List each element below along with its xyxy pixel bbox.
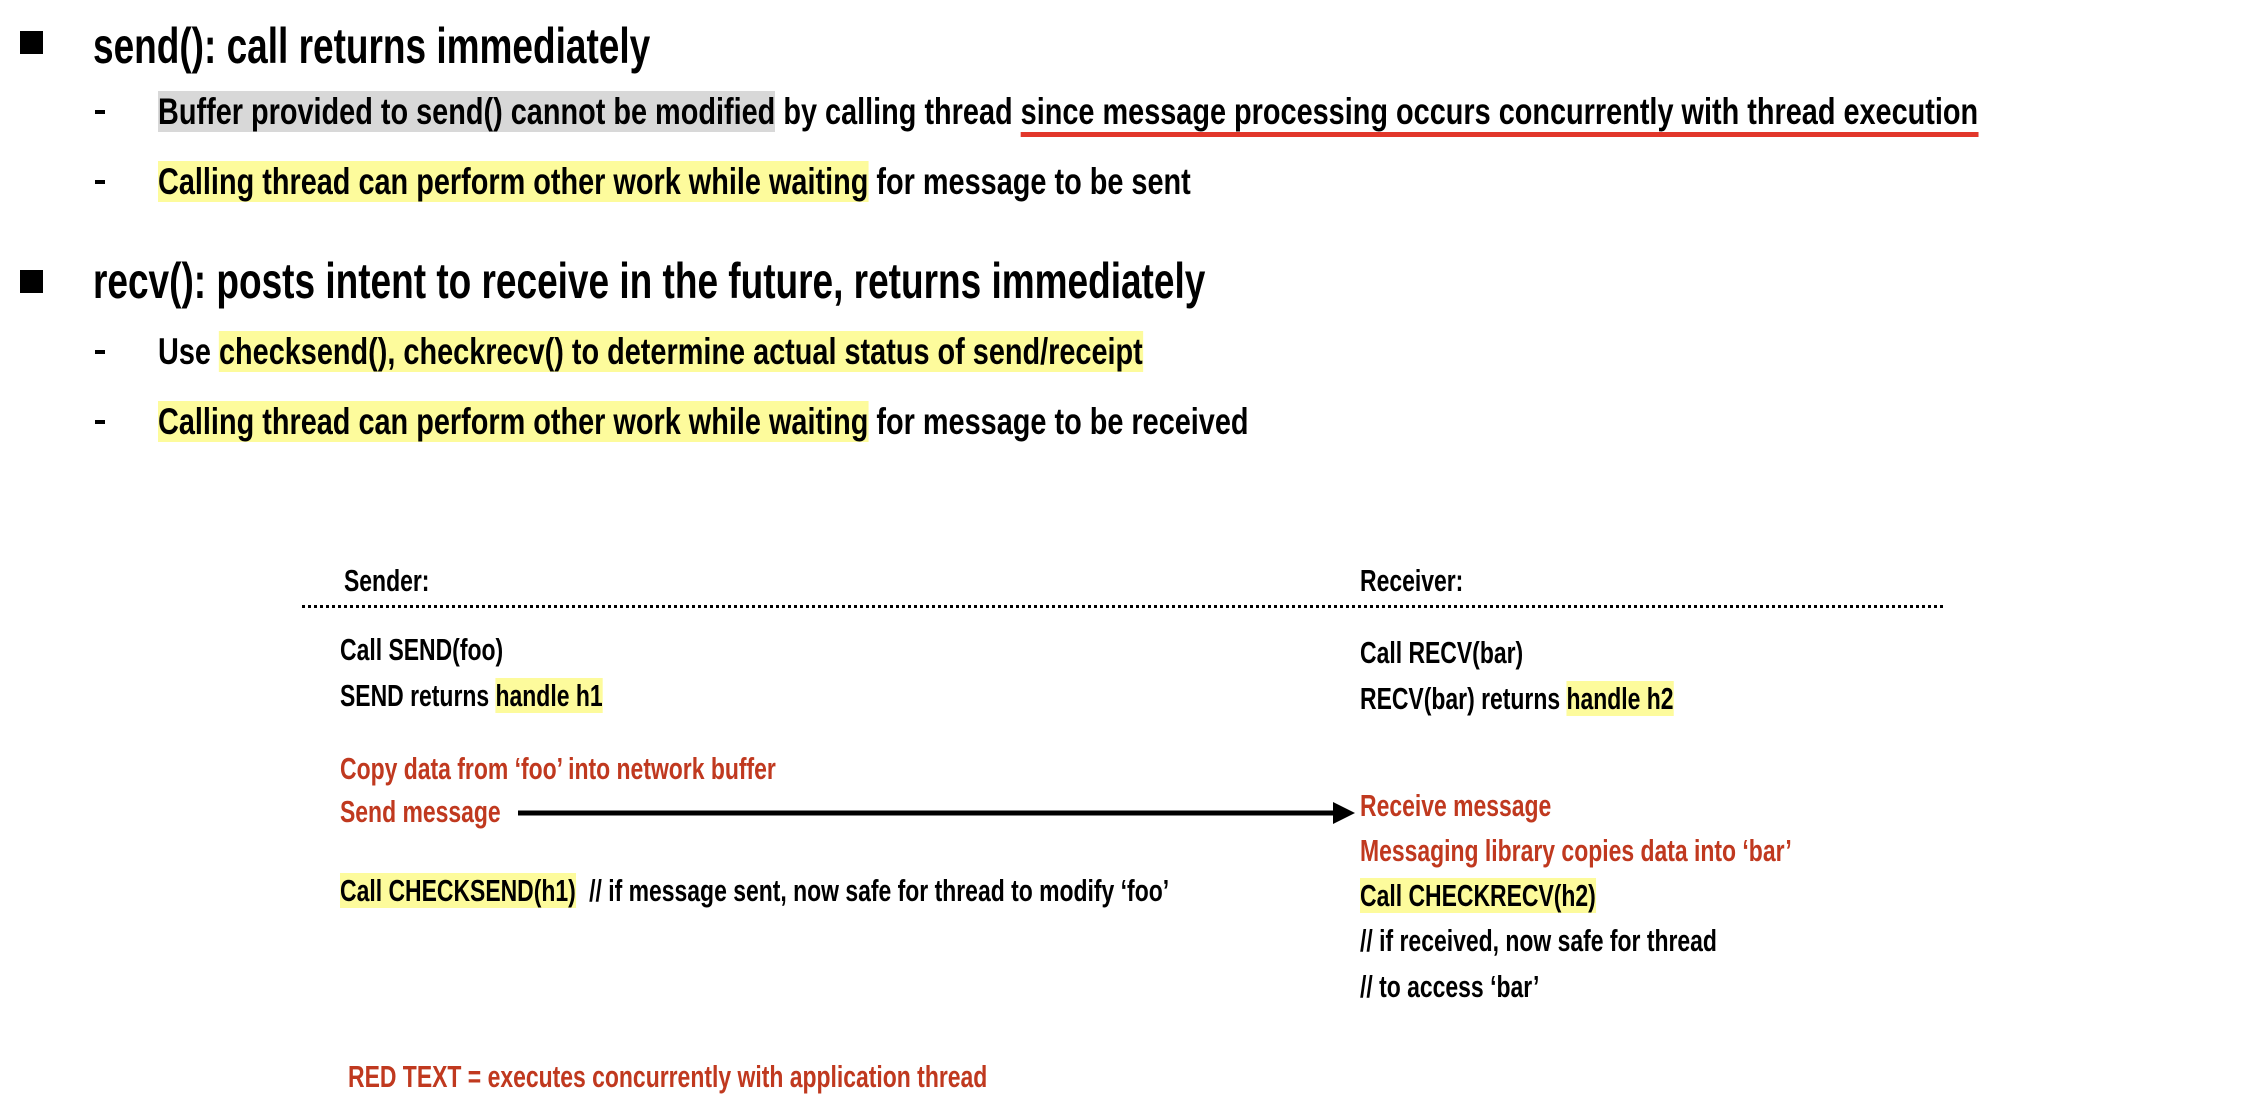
sender-header: Sender: xyxy=(344,563,430,598)
text: for message to be received xyxy=(868,401,1249,442)
text: by calling thread xyxy=(775,91,1021,132)
divider-dotted-line xyxy=(302,605,1943,608)
sub-item-checksend xyxy=(158,328,1143,376)
receiver-checkrecv xyxy=(1360,876,1596,916)
arrow-head-icon xyxy=(1333,802,1355,824)
bullet-title-send: send(): call returns immediately xyxy=(93,18,651,74)
text: Use xyxy=(158,331,219,372)
yellow-highlight: Calling thread can perform other work while waiting xyxy=(158,401,869,442)
dash-icon xyxy=(95,350,105,354)
yellow-highlight: checksend(), checkrecv() to determine actual status of send/receipt xyxy=(218,331,1143,372)
receiver-comment-2: // to access ‘bar’ xyxy=(1360,969,1540,1004)
comment: // if message sent, now safe for thread to modify ‘foo’ xyxy=(589,873,1170,908)
yellow-highlight: Calling thread can perform other work while waiting xyxy=(158,161,869,202)
receiver-returns xyxy=(1360,679,1674,719)
text: for message to be sent xyxy=(868,161,1191,202)
message-arrow xyxy=(515,798,1360,828)
sub-item-other-work-send xyxy=(158,158,1191,206)
bullet-title-recv: recv(): posts intent to receive in the future, returns immediately xyxy=(93,253,1206,309)
dash-icon xyxy=(95,180,105,184)
sub-item-buffer xyxy=(158,88,1978,136)
receiver-receive-message: Receive message xyxy=(1360,788,1552,823)
gray-highlight: Buffer provided to send() cannot be modified xyxy=(158,91,776,132)
sender-send-message: Send message xyxy=(340,794,501,829)
yellow-highlight: Call CHECKSEND(h1) xyxy=(340,873,576,908)
yellow-highlight: Call CHECKRECV(h2) xyxy=(1360,878,1596,913)
bullet-square-icon xyxy=(20,31,43,54)
bullet-square-icon xyxy=(20,270,43,293)
dash-icon xyxy=(95,420,105,424)
receiver-header: Receiver: xyxy=(1360,563,1464,598)
sender-copy-data: Copy data from ‘foo’ into network buffer xyxy=(340,751,776,786)
text: SEND returns xyxy=(340,678,496,713)
sender-call-send: Call SEND(foo) xyxy=(340,632,504,667)
receiver-library-copies: Messaging library copies data into ‘bar’ xyxy=(1360,833,1792,868)
yellow-highlight: handle h2 xyxy=(1566,681,1674,716)
yellow-highlight: handle h1 xyxy=(495,678,603,713)
sub-item-other-work-recv xyxy=(158,398,1249,446)
legend-red-text: RED TEXT = executes concurrently with application thread xyxy=(348,1059,988,1094)
dash-icon xyxy=(95,110,105,114)
red-underlined-text: since message processing occurs concurrently with thread execution xyxy=(1021,91,1979,137)
receiver-comment-1: // if received, now safe for thread xyxy=(1360,923,1717,958)
text: RECV(bar) returns xyxy=(1360,681,1567,716)
sender-returns xyxy=(340,676,603,716)
sender-checksend xyxy=(340,871,1169,911)
receiver-call-recv: Call RECV(bar) xyxy=(1360,635,1524,670)
